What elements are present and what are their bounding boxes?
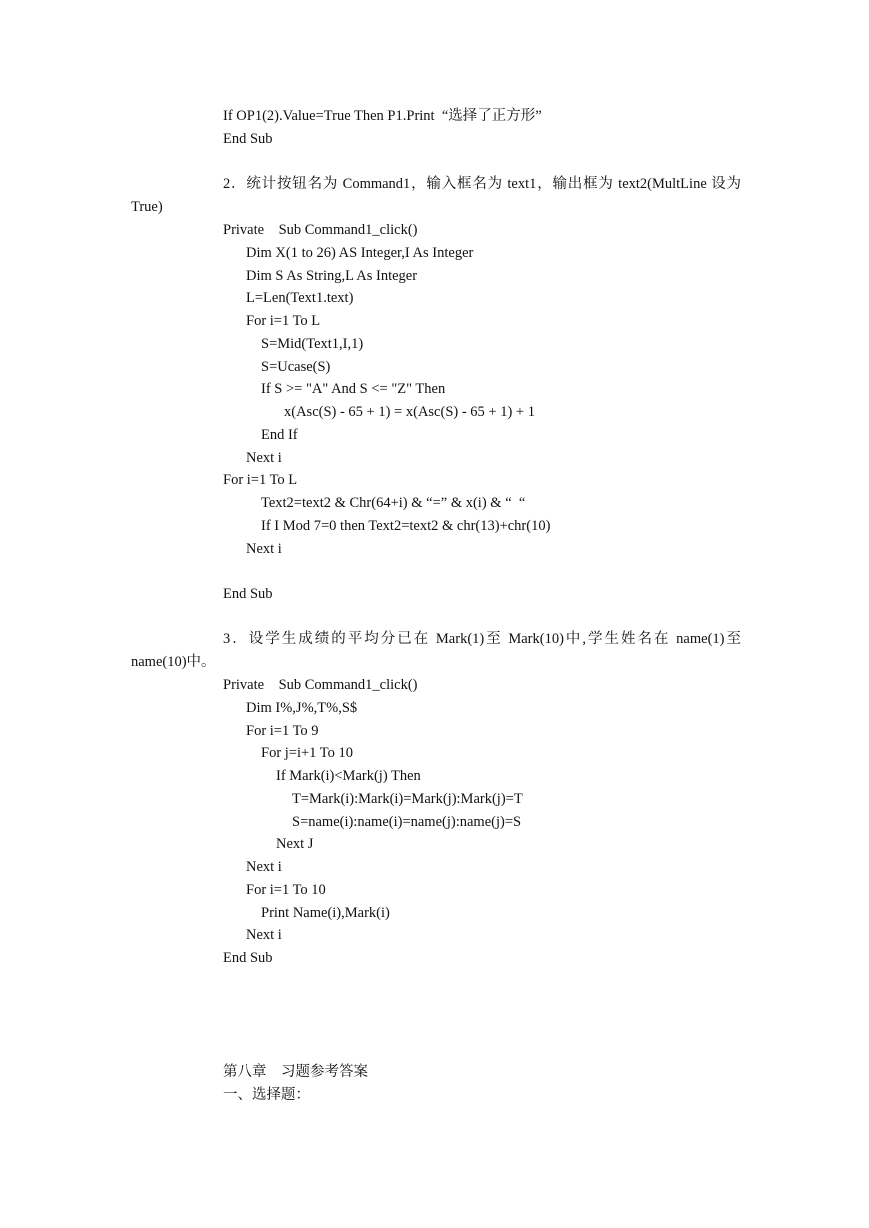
code-line: End Sub: [223, 586, 273, 602]
code-line: S=Ucase(S): [261, 359, 331, 375]
code-line: Next J: [276, 836, 314, 852]
code-line: S=Mid(Text1,I,1): [261, 336, 364, 352]
code-line: T=Mark(i):Mark(i)=Mark(j):Mark(j)=T: [292, 791, 523, 807]
code-line: If S >= "A" And S <= "Z" Then: [261, 381, 446, 397]
code-line: Dim X(1 to 26) AS Integer,I As Integer: [246, 245, 474, 261]
code-line: For i=1 To 10: [246, 882, 326, 898]
code-line: Print Name(i),Mark(i): [261, 905, 390, 921]
code-line: Next i: [246, 450, 282, 466]
code-line: For i=1 To 9: [246, 723, 319, 739]
code-line: Next i: [246, 541, 282, 557]
code-line: For i=1 To L: [223, 472, 298, 488]
code-line: If OP1(2).Value=True Then P1.Print “选择了正方形”: [223, 108, 542, 124]
code-line: Private Sub Command1_click(): [223, 677, 418, 693]
code-line: If Mark(i)<Mark(j) Then: [276, 768, 421, 784]
code-line: Private Sub Command1_click(): [223, 222, 418, 238]
code-line: Next i: [246, 927, 282, 943]
code-line: End Sub: [223, 131, 273, 147]
chapter-title: 第八章 习题参考答案: [223, 1064, 368, 1080]
code-line: If I Mod 7=0 then Text2=text2 & chr(13)+chr(10): [261, 518, 551, 534]
question-2-heading: 2．统计按钮名为 Command1，输入框名为 text1，输出框为 text2(MultLine 设为 True): [131, 176, 741, 215]
code-line: Dim S As String,L As Integer: [246, 268, 418, 284]
code-line: L=Len(Text1.text): [246, 290, 354, 306]
code-line: x(Asc(S) - 65 + 1) = x(Asc(S) - 65 + 1) + 1: [284, 404, 535, 420]
code-line: Next i: [246, 859, 282, 875]
question-3-heading: 3．设学生成绩的平均分已在 Mark(1)至 Mark(10)中,学生姓名在 name(1)至 name(10)中。: [131, 631, 741, 670]
code-line: Text2=text2 & Chr(64+i) & “=” & x(i) & “ “: [261, 495, 526, 511]
section-heading: 一、选择题：: [223, 1087, 310, 1103]
code-line: S=name(i):name(i)=name(j):name(j)=S: [292, 814, 522, 830]
code-line: For j=i+1 To 10: [261, 745, 354, 761]
code-line: End If: [261, 427, 298, 443]
code-line: Dim I%,J%,T%,S$: [246, 700, 358, 716]
code-line: For i=1 To L: [246, 313, 321, 329]
code-line: End Sub: [223, 950, 273, 966]
